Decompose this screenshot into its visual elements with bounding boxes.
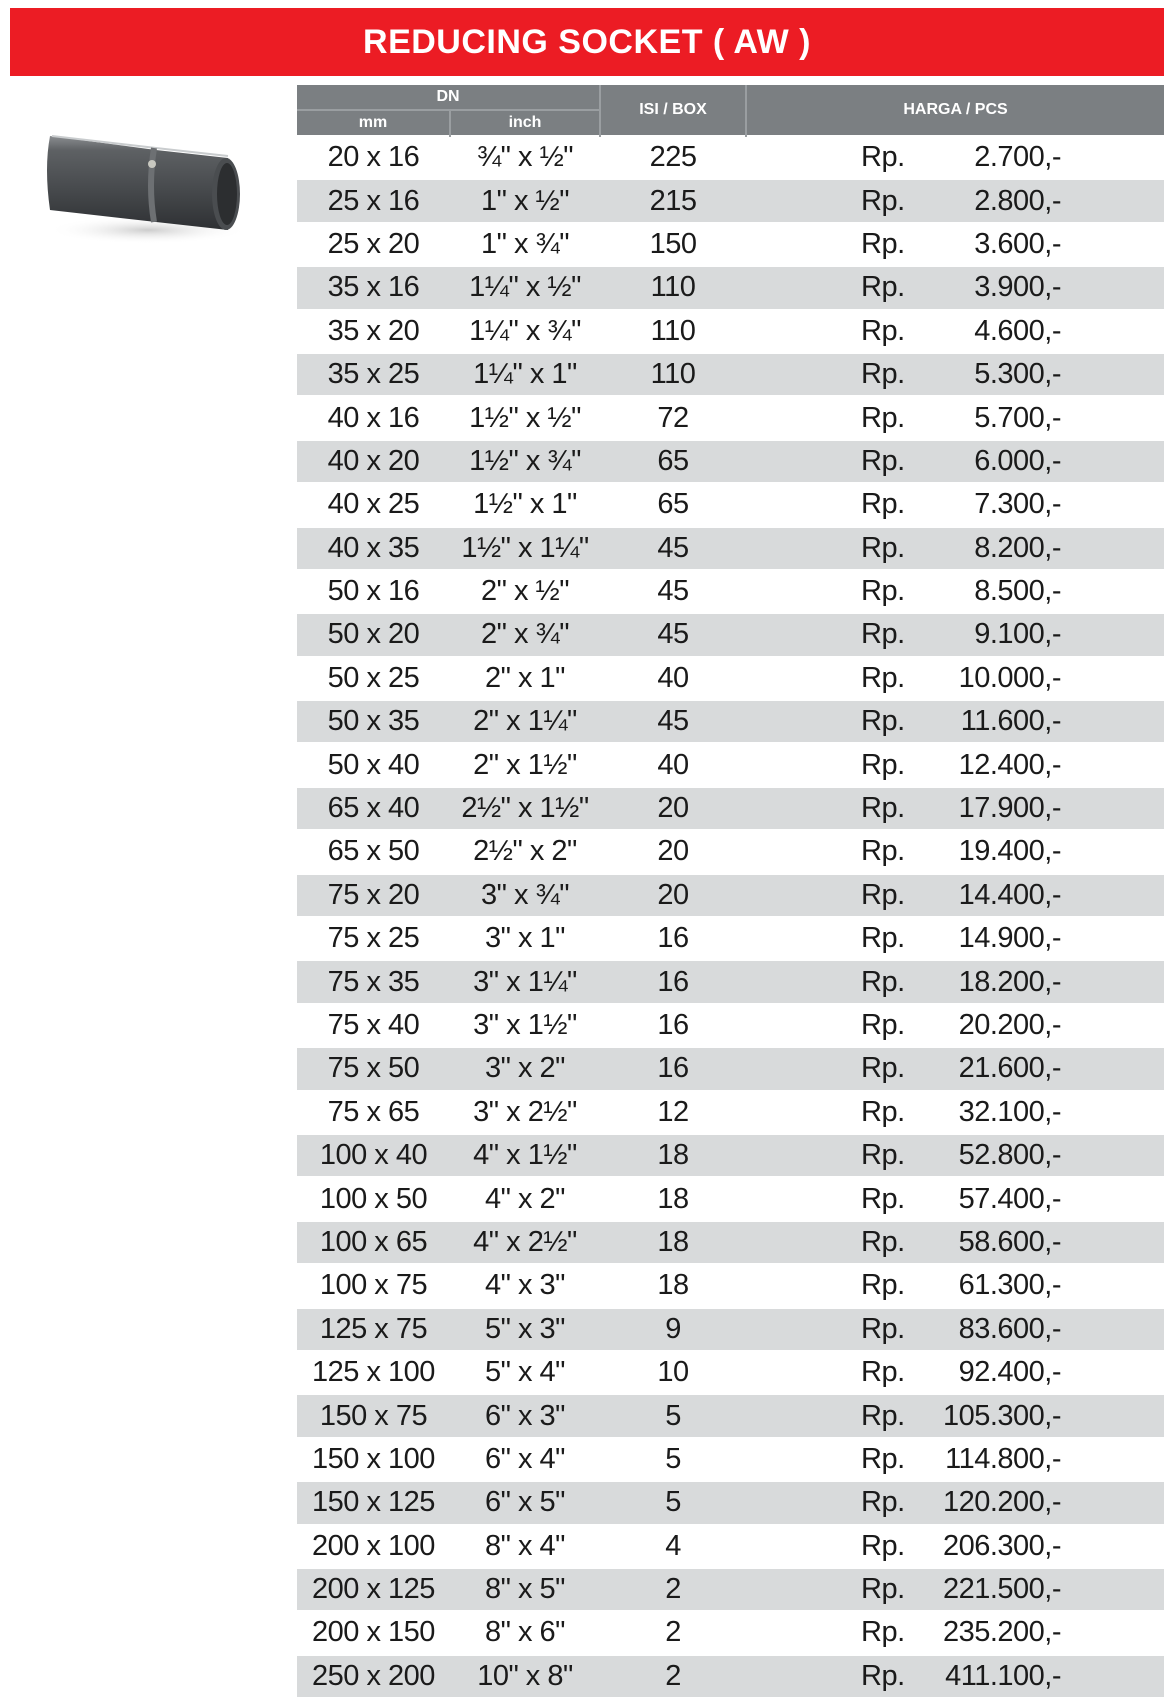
cell-mm: 35 x 25 xyxy=(297,353,450,396)
table-row xyxy=(297,830,1164,873)
price-amount: 2.800,- xyxy=(974,184,1062,217)
cell-mm: 150 x 125 xyxy=(297,1481,450,1524)
cell-mm: 100 x 50 xyxy=(297,1177,450,1220)
price-amount: 8.500,- xyxy=(974,575,1062,608)
cell-mm: 75 x 40 xyxy=(297,1004,450,1047)
cell-isi-box: 16 xyxy=(600,960,746,1003)
currency-label: Rp. xyxy=(861,444,905,477)
currency-label: Rp. xyxy=(861,792,905,825)
table-row xyxy=(297,440,1164,483)
cell-price xyxy=(746,960,1164,1003)
currency-label: Rp. xyxy=(861,618,905,651)
table-row xyxy=(297,1221,1164,1264)
price-amount: 4.600,- xyxy=(974,314,1062,347)
currency-label: Rp. xyxy=(861,1356,905,1389)
cell-price xyxy=(746,353,1164,396)
cell-inch: 4" x 2½" xyxy=(450,1221,600,1264)
cell-mm: 35 x 20 xyxy=(297,310,450,353)
cell-isi-box: 4 xyxy=(600,1525,746,1568)
cell-mm: 65 x 40 xyxy=(297,787,450,830)
header-dn: DN xyxy=(297,85,600,110)
cell-isi-box: 225 xyxy=(600,136,746,179)
cell-mm: 50 x 20 xyxy=(297,613,450,656)
cell-isi-box: 2 xyxy=(600,1611,746,1654)
currency-label: Rp. xyxy=(861,1486,905,1519)
price-amount: 14.400,- xyxy=(958,878,1062,911)
cell-isi-box: 20 xyxy=(600,830,746,873)
currency-label: Rp. xyxy=(861,141,905,174)
header-mm: mm xyxy=(297,110,450,136)
price-amount: 221.500,- xyxy=(942,1573,1062,1606)
price-amount: 19.400,- xyxy=(958,835,1062,868)
cell-inch: 1½" x 1¼" xyxy=(450,527,600,570)
cell-price xyxy=(746,570,1164,613)
cell-price xyxy=(746,1134,1164,1177)
cell-price xyxy=(746,1004,1164,1047)
currency-label: Rp. xyxy=(861,271,905,304)
cell-isi-box: 20 xyxy=(600,787,746,830)
cell-inch: 2" x 1¼" xyxy=(450,700,600,743)
price-amount: 9.100,- xyxy=(974,618,1062,651)
cell-mm: 150 x 75 xyxy=(297,1394,450,1437)
cell-isi-box: 5 xyxy=(600,1394,746,1437)
cell-inch: 2" x ½" xyxy=(450,570,600,613)
currency-label: Rp. xyxy=(861,227,905,260)
currency-label: Rp. xyxy=(861,1442,905,1475)
cell-isi-box: 215 xyxy=(600,179,746,222)
cell-inch: 3" x 1" xyxy=(450,917,600,960)
cell-price xyxy=(746,1438,1164,1481)
price-amount: 20.200,- xyxy=(958,1009,1062,1041)
cell-price xyxy=(746,1351,1164,1394)
price-amount: 10.000,- xyxy=(958,661,1062,694)
price-table xyxy=(297,85,1164,1697)
table-row xyxy=(297,613,1164,656)
cell-mm: 40 x 20 xyxy=(297,440,450,483)
cell-isi-box: 12 xyxy=(600,1091,746,1134)
price-amount: 18.200,- xyxy=(958,965,1062,998)
cell-mm: 40 x 35 xyxy=(297,527,450,570)
price-amount: 6.000,- xyxy=(974,444,1062,477)
price-amount: 58.600,- xyxy=(958,1225,1062,1258)
cell-inch: 1½" x ½" xyxy=(450,396,600,439)
currency-label: Rp. xyxy=(861,705,905,738)
cell-inch: 3" x 1¼" xyxy=(450,960,600,1003)
cell-price xyxy=(746,1264,1164,1307)
pipe-fitting-image xyxy=(38,118,258,258)
price-amount: 120.200,- xyxy=(942,1486,1062,1519)
price-amount: 206.300,- xyxy=(942,1529,1062,1562)
table-row xyxy=(297,179,1164,222)
cell-price xyxy=(746,266,1164,309)
cell-inch: 2" x 1" xyxy=(450,657,600,700)
cell-price xyxy=(746,743,1164,786)
cell-inch: 2½" x 2" xyxy=(450,830,600,873)
currency-label: Rp. xyxy=(861,1399,905,1432)
cell-mm: 25 x 16 xyxy=(297,179,450,222)
cell-inch: 8" x 5" xyxy=(450,1568,600,1611)
currency-label: Rp. xyxy=(861,1009,905,1041)
cell-mm: 125 x 75 xyxy=(297,1308,450,1351)
cell-mm: 200 x 150 xyxy=(297,1611,450,1654)
price-amount: 14.900,- xyxy=(958,922,1062,955)
table-row xyxy=(297,657,1164,700)
price-amount: 105.300,- xyxy=(942,1399,1062,1432)
cell-mm: 40 x 25 xyxy=(297,483,450,526)
cell-inch: 4" x 1½" xyxy=(450,1134,600,1177)
cell-price xyxy=(746,657,1164,700)
table-row xyxy=(297,787,1164,830)
table-row xyxy=(297,1568,1164,1611)
price-amount: 2.700,- xyxy=(974,141,1062,174)
price-amount: 5.300,- xyxy=(974,358,1062,391)
currency-label: Rp. xyxy=(861,1269,905,1302)
cell-isi-box: 65 xyxy=(600,440,746,483)
cell-price xyxy=(746,1568,1164,1611)
table-row xyxy=(297,1655,1164,1697)
cell-inch: 3" x ¾" xyxy=(450,874,600,917)
table-row xyxy=(297,1091,1164,1134)
currency-label: Rp. xyxy=(861,1529,905,1562)
table-row xyxy=(297,570,1164,613)
cell-mm: 40 x 16 xyxy=(297,396,450,439)
table-row xyxy=(297,874,1164,917)
price-amount: 12.400,- xyxy=(958,748,1062,781)
cell-inch: 1¼" x ¾" xyxy=(450,310,600,353)
currency-label: Rp. xyxy=(861,314,905,347)
cell-inch: 2½" x 1½" xyxy=(450,787,600,830)
table-row xyxy=(297,266,1164,309)
currency-label: Rp. xyxy=(861,748,905,781)
table-row xyxy=(297,1394,1164,1437)
cell-inch: 4" x 2" xyxy=(450,1177,600,1220)
price-amount: 235.200,- xyxy=(942,1616,1062,1649)
cell-inch: 3" x 2½" xyxy=(450,1091,600,1134)
cell-isi-box: 18 xyxy=(600,1177,746,1220)
cell-inch: 5" x 4" xyxy=(450,1351,600,1394)
price-amount: 5.700,- xyxy=(974,401,1062,434)
cell-inch: 1½" x 1" xyxy=(450,483,600,526)
currency-label: Rp. xyxy=(861,965,905,998)
table-row xyxy=(297,1351,1164,1394)
cell-inch: 3" x 2" xyxy=(450,1047,600,1090)
cell-isi-box: 150 xyxy=(600,223,746,266)
title-banner xyxy=(10,8,1164,76)
cell-inch: 2" x 1½" xyxy=(450,743,600,786)
cell-isi-box: 45 xyxy=(600,527,746,570)
price-amount: 61.300,- xyxy=(958,1269,1062,1302)
currency-label: Rp. xyxy=(861,878,905,911)
cell-price xyxy=(746,440,1164,483)
price-amount: 57.400,- xyxy=(958,1182,1062,1215)
cell-price xyxy=(746,787,1164,830)
cell-inch: 6" x 5" xyxy=(450,1481,600,1524)
price-amount: 3.900,- xyxy=(974,271,1062,304)
cell-price xyxy=(746,1655,1164,1697)
price-amount: 7.300,- xyxy=(974,488,1062,521)
cell-inch: 6" x 4" xyxy=(450,1438,600,1481)
currency-label: Rp. xyxy=(861,1052,905,1085)
table-row xyxy=(297,917,1164,960)
cell-inch: 8" x 6" xyxy=(450,1611,600,1654)
cell-price xyxy=(746,830,1164,873)
cell-isi-box: 16 xyxy=(600,1004,746,1047)
cell-isi-box: 20 xyxy=(600,874,746,917)
cell-isi-box: 45 xyxy=(600,613,746,656)
cell-mm: 50 x 35 xyxy=(297,700,450,743)
currency-label: Rp. xyxy=(861,401,905,434)
table-row xyxy=(297,483,1164,526)
cell-price xyxy=(746,1525,1164,1568)
currency-label: Rp. xyxy=(861,184,905,217)
cell-mm: 75 x 65 xyxy=(297,1091,450,1134)
currency-label: Rp. xyxy=(861,1659,905,1692)
cell-price xyxy=(746,874,1164,917)
table-row xyxy=(297,960,1164,1003)
currency-label: Rp. xyxy=(861,575,905,608)
cell-mm: 125 x 100 xyxy=(297,1351,450,1394)
table-row xyxy=(297,223,1164,266)
cell-inch: 1¼" x 1" xyxy=(450,353,600,396)
cell-price xyxy=(746,396,1164,439)
cell-isi-box: 110 xyxy=(600,310,746,353)
header-harga-pcs: HARGA / PCS xyxy=(746,85,1164,136)
cell-mm: 35 x 16 xyxy=(297,266,450,309)
currency-label: Rp. xyxy=(861,835,905,868)
currency-label: Rp. xyxy=(861,1616,905,1649)
currency-label: Rp. xyxy=(861,488,905,521)
cell-mm: 200 x 100 xyxy=(297,1525,450,1568)
cell-price xyxy=(746,483,1164,526)
price-amount: 8.200,- xyxy=(974,531,1062,564)
cell-mm: 75 x 35 xyxy=(297,960,450,1003)
currency-label: Rp. xyxy=(861,661,905,694)
price-amount: 11.600,- xyxy=(960,705,1062,738)
cell-mm: 250 x 200 xyxy=(297,1655,450,1697)
cell-mm: 25 x 20 xyxy=(297,223,450,266)
cell-price xyxy=(746,1221,1164,1264)
table-row xyxy=(297,396,1164,439)
cell-inch: 6" x 3" xyxy=(450,1394,600,1437)
cell-price xyxy=(746,1394,1164,1437)
table-row xyxy=(297,1481,1164,1524)
cell-isi-box: 5 xyxy=(600,1481,746,1524)
cell-isi-box: 40 xyxy=(600,657,746,700)
cell-mm: 75 x 20 xyxy=(297,874,450,917)
cell-inch: 2" x ¾" xyxy=(450,613,600,656)
cell-price xyxy=(746,1091,1164,1134)
currency-label: Rp. xyxy=(861,922,905,955)
cell-price xyxy=(746,917,1164,960)
cell-isi-box: 110 xyxy=(600,353,746,396)
cell-isi-box: 16 xyxy=(600,1047,746,1090)
cell-mm: 50 x 16 xyxy=(297,570,450,613)
reducing-socket-icon xyxy=(38,118,258,258)
table-row xyxy=(297,1177,1164,1220)
table-row xyxy=(297,527,1164,570)
cell-price xyxy=(746,613,1164,656)
price-amount: 21.600,- xyxy=(958,1052,1062,1085)
currency-label: Rp. xyxy=(861,1225,905,1258)
cell-isi-box: 2 xyxy=(600,1568,746,1611)
currency-label: Rp. xyxy=(861,1573,905,1606)
cell-price xyxy=(746,700,1164,743)
currency-label: Rp. xyxy=(861,1312,905,1345)
cell-mm: 100 x 75 xyxy=(297,1264,450,1307)
price-amount: 17.900,- xyxy=(958,792,1062,825)
cell-isi-box: 45 xyxy=(600,700,746,743)
cell-isi-box: 110 xyxy=(600,266,746,309)
cell-isi-box: 40 xyxy=(600,743,746,786)
cell-isi-box: 5 xyxy=(600,1438,746,1481)
table-row xyxy=(297,1134,1164,1177)
price-amount: 52.800,- xyxy=(958,1139,1062,1172)
price-amount: 411.100,- xyxy=(945,1659,1062,1692)
cell-mm: 150 x 100 xyxy=(297,1438,450,1481)
cell-mm: 65 x 50 xyxy=(297,830,450,873)
cell-price xyxy=(746,1481,1164,1524)
cell-inch: 8" x 4" xyxy=(450,1525,600,1568)
table-row xyxy=(297,353,1164,396)
cell-mm: 75 x 25 xyxy=(297,917,450,960)
currency-label: Rp. xyxy=(861,358,905,391)
currency-label: Rp. xyxy=(861,531,905,564)
table-row xyxy=(297,310,1164,353)
cell-inch: 1½" x ¾" xyxy=(450,440,600,483)
cell-mm: 50 x 40 xyxy=(297,743,450,786)
currency-label: Rp. xyxy=(861,1139,905,1172)
header-inch: inch xyxy=(450,110,600,136)
cell-price xyxy=(746,1308,1164,1351)
cell-inch: 3" x 1½" xyxy=(450,1004,600,1047)
cell-isi-box: 18 xyxy=(600,1134,746,1177)
table-row xyxy=(297,1438,1164,1481)
cell-mm: 200 x 125 xyxy=(297,1568,450,1611)
cell-price xyxy=(746,527,1164,570)
cell-inch: 4" x 3" xyxy=(450,1264,600,1307)
cell-isi-box: 65 xyxy=(600,483,746,526)
cell-inch: 5" x 3" xyxy=(450,1308,600,1351)
cell-price xyxy=(746,223,1164,266)
cell-price xyxy=(746,1177,1164,1220)
cell-mm: 75 x 50 xyxy=(297,1047,450,1090)
table-row xyxy=(297,700,1164,743)
cell-mm: 100 x 40 xyxy=(297,1134,450,1177)
cell-inch: 10" x 8" xyxy=(450,1655,600,1697)
price-amount: 32.100,- xyxy=(958,1095,1062,1128)
cell-isi-box: 18 xyxy=(600,1221,746,1264)
cell-price xyxy=(746,310,1164,353)
cell-price xyxy=(746,136,1164,179)
price-amount: 92.400,- xyxy=(958,1356,1062,1389)
table-row xyxy=(297,1308,1164,1351)
table-row xyxy=(297,743,1164,786)
table-row xyxy=(297,136,1164,179)
cell-mm: 50 x 25 xyxy=(297,657,450,700)
cell-isi-box: 72 xyxy=(600,396,746,439)
table-row xyxy=(297,1264,1164,1307)
table-row xyxy=(297,1525,1164,1568)
cell-isi-box: 9 xyxy=(600,1308,746,1351)
cell-inch: 1" x ½" xyxy=(450,179,600,222)
cell-mm: 20 x 16 xyxy=(297,136,450,179)
cell-inch: 1¼" x ½" xyxy=(450,266,600,309)
header-isi-box: ISI / BOX xyxy=(600,85,746,136)
currency-label: Rp. xyxy=(861,1095,905,1128)
cell-isi-box: 10 xyxy=(600,1351,746,1394)
price-amount: 3.600,- xyxy=(974,227,1062,260)
cell-price xyxy=(746,179,1164,222)
price-amount: 83.600,- xyxy=(958,1312,1062,1345)
cell-inch: ¾" x ½" xyxy=(450,136,600,179)
cell-price xyxy=(746,1047,1164,1090)
cell-isi-box: 16 xyxy=(600,917,746,960)
page-title: REDUCING SOCKET ( AW ) xyxy=(363,22,811,61)
table-row xyxy=(297,1004,1164,1047)
table-row xyxy=(297,1047,1164,1090)
currency-label: Rp. xyxy=(861,1182,905,1215)
cell-isi-box: 2 xyxy=(600,1655,746,1697)
cell-isi-box: 45 xyxy=(600,570,746,613)
cell-inch: 1" x ¾" xyxy=(450,223,600,266)
cell-isi-box: 18 xyxy=(600,1264,746,1307)
price-amount: 114.800,- xyxy=(945,1442,1062,1475)
cell-mm: 100 x 65 xyxy=(297,1221,450,1264)
